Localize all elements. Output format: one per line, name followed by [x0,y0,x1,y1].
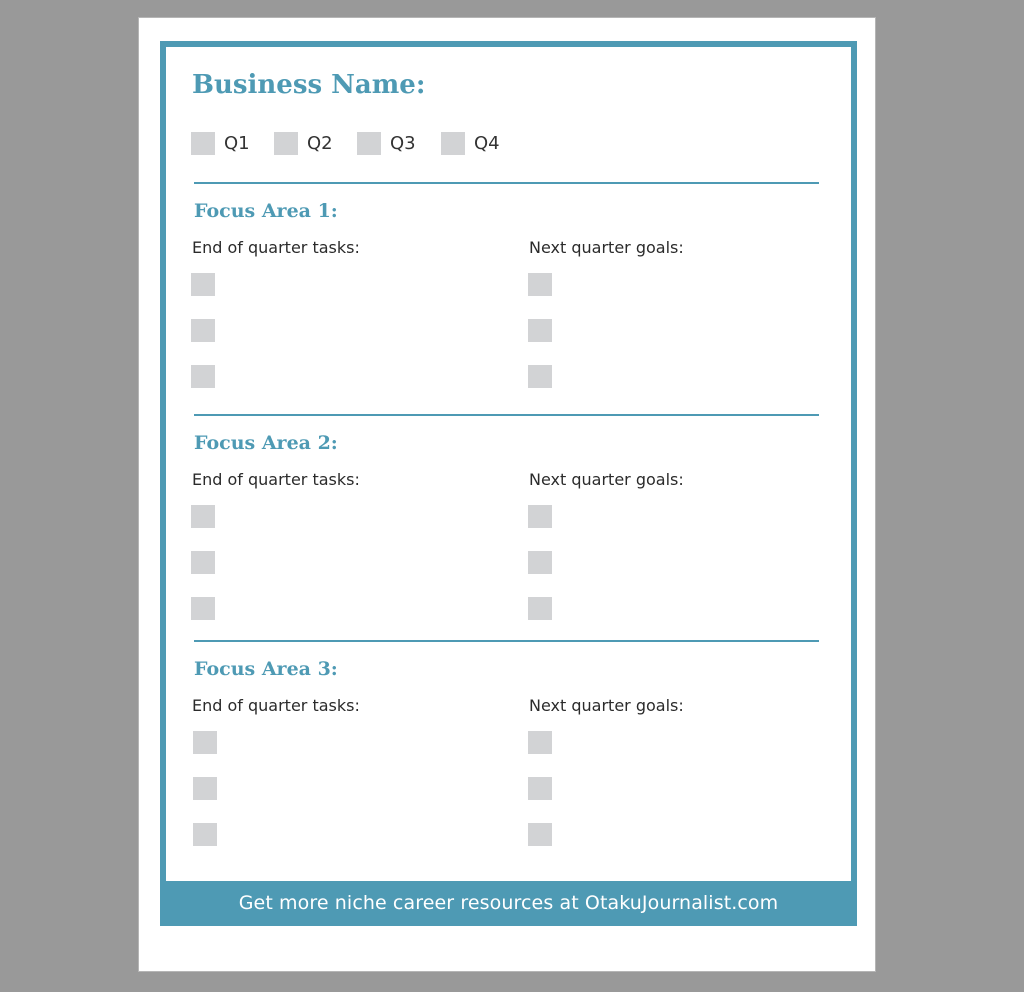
task-checkbox[interactable] [193,731,217,754]
task-checkbox[interactable] [191,597,215,620]
footer-banner: Get more niche career resources at OtakuJournalist.com [160,881,857,926]
task-checkbox[interactable] [193,777,217,800]
focus-area-3-title: Focus Area 3: [194,658,338,680]
quarter-label: Q1 [224,133,250,154]
task-checkbox[interactable] [191,505,215,528]
focus-area-1-title: Focus Area 1: [194,200,338,222]
goal-checkbox[interactable] [528,551,552,574]
worksheet-frame [160,41,857,887]
next-quarter-goals-label: Next quarter goals: [529,470,684,489]
goal-checkbox[interactable] [528,731,552,754]
end-of-quarter-tasks-label: End of quarter tasks: [192,470,360,489]
quarter-label: Q3 [390,133,416,154]
goal-checkbox[interactable] [528,319,552,342]
goal-checkbox[interactable] [528,777,552,800]
end-of-quarter-tasks-label: End of quarter tasks: [192,696,360,715]
task-checkbox[interactable] [193,823,217,846]
checkbox[interactable] [441,132,465,155]
goal-checkbox[interactable] [528,365,552,388]
section-divider [194,414,819,416]
goal-checkbox[interactable] [528,505,552,528]
business-name-title: Business Name: [192,70,426,100]
quarter-label: Q2 [307,133,333,154]
task-checkbox[interactable] [191,365,215,388]
task-checkbox[interactable] [191,273,215,296]
quarter-label: Q4 [474,133,500,154]
section-divider [194,182,819,184]
checkbox[interactable] [191,132,215,155]
goal-checkbox[interactable] [528,597,552,620]
goal-checkbox[interactable] [528,273,552,296]
next-quarter-goals-label: Next quarter goals: [529,696,684,715]
checkbox[interactable] [357,132,381,155]
goal-checkbox[interactable] [528,823,552,846]
checkbox[interactable] [274,132,298,155]
end-of-quarter-tasks-label: End of quarter tasks: [192,238,360,257]
focus-area-2-title: Focus Area 2: [194,432,338,454]
task-checkbox[interactable] [191,551,215,574]
section-divider [194,640,819,642]
next-quarter-goals-label: Next quarter goals: [529,238,684,257]
task-checkbox[interactable] [191,319,215,342]
